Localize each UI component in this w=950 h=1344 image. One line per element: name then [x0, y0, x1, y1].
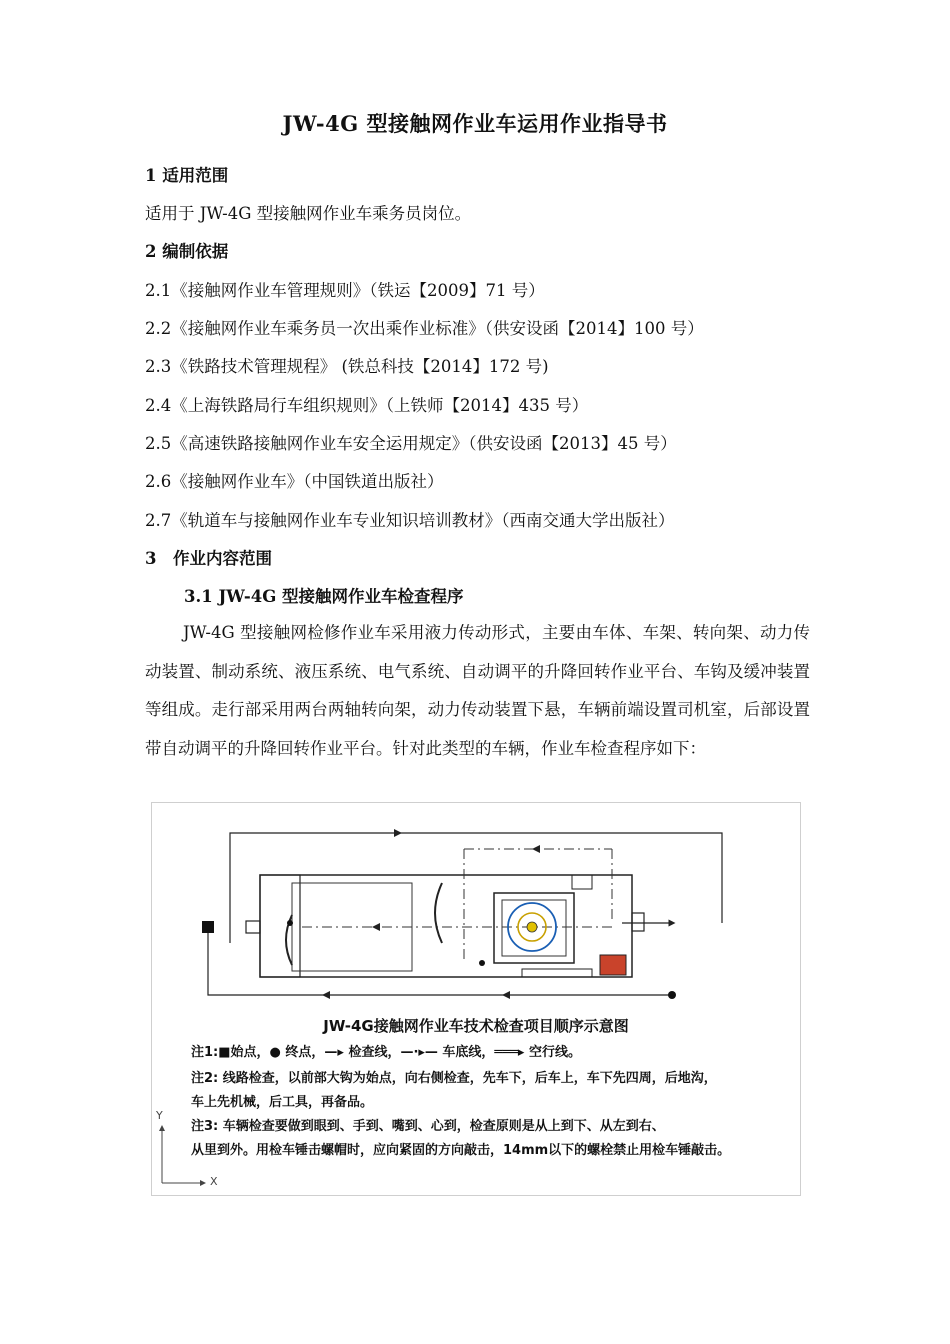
- figure-note-2-line-1: 注2: 线路检查，以前部大钩为始点，向右侧检查，先车下，后车上，车下先四周，后地沟，: [191, 1071, 717, 1086]
- vehicle-body: [260, 875, 632, 977]
- document-title: JW-4G 型接触网作业车运用作业指导书: [282, 111, 668, 136]
- reference-item: 2.4《上海铁路局行车组织规则》（上铁师【2014】435 号）: [145, 396, 589, 415]
- figure-note-2-line-2: 车上先机械，后工具，再备品。: [191, 1095, 374, 1110]
- inspection-sequence-figure: [151, 802, 801, 1196]
- reference-item: 2.6《接触网作业车》（中国铁道出版社）: [145, 472, 444, 491]
- section-1-heading: 1 适用范围: [145, 166, 229, 185]
- section-2-heading: 2 编制依据: [145, 242, 229, 261]
- end-point-marker: [668, 991, 676, 999]
- section-3-1-heading: 3.1 JW-4G 型接触网作业车检查程序: [184, 587, 464, 606]
- section-3-1-paragraph: [145, 614, 810, 768]
- section-1-text: 适用于 JW-4G 型接触网作业车乘务员岗位。: [145, 204, 472, 223]
- figure-note-1: 注1:■始点，● 终点，—▸ 检查线，—·▸— 车底线，═══▸ 空行线。: [191, 1045, 581, 1060]
- reference-item: 2.3《铁路技术管理规程》 (铁总科技【2014】172 号): [145, 357, 549, 376]
- reference-item: 2.2《接触网作业车乘务员一次出乘作业标准》（供安设函【2014】100 号）: [145, 319, 704, 338]
- driver-cab: [260, 875, 300, 977]
- reference-item: 2.1《接触网作业车管理规则》（铁运【2009】71 号）: [145, 281, 545, 300]
- section-3-heading: 3 作业内容范围: [145, 549, 272, 568]
- vehicle-diagram: [152, 803, 800, 1195]
- start-point-marker: [202, 921, 214, 933]
- figure-note-3-line-1: 注3: 车辆检查要做到眼到、手到、嘴到、心到，检查原则是从上到下、从左到右、: [191, 1119, 665, 1134]
- reference-item: 2.7《轨道车与接触网作业车专业知识培训教材》（西南交通大学出版社）: [145, 511, 675, 530]
- axis-y-label: Y: [156, 1109, 163, 1122]
- reference-item: 2.5《高速铁路接触网作业车安全运用规定》（供安设函【2013】45 号）: [145, 434, 677, 453]
- figure-note-3-line-2: 从里到外。用检车锤击螺帽时，应向紧固的方向敲击，14mm以下的螺栓禁止用检车锤敲击。: [191, 1143, 731, 1158]
- axis-x-label: X: [210, 1175, 218, 1188]
- paragraph-text: JW-4G 型接触网检修作业车采用液力传动形式，主要由车体、车架、转向架、动力传动装置、制动系统、液压系统、电气系统、自动调平的升降回转作业平台、车钩及缓冲装置等组成。走行部采用两台两轴转向架，动力传动装置下悬，车辆前端设置司机室，后部设置带自动调平的升降回转作业平台。针对此类型的车辆，作业车检查程序如下：: [145, 623, 810, 758]
- figure-title: JW-4G接触网作业车技术检查项目顺序示意图: [323, 1017, 629, 1035]
